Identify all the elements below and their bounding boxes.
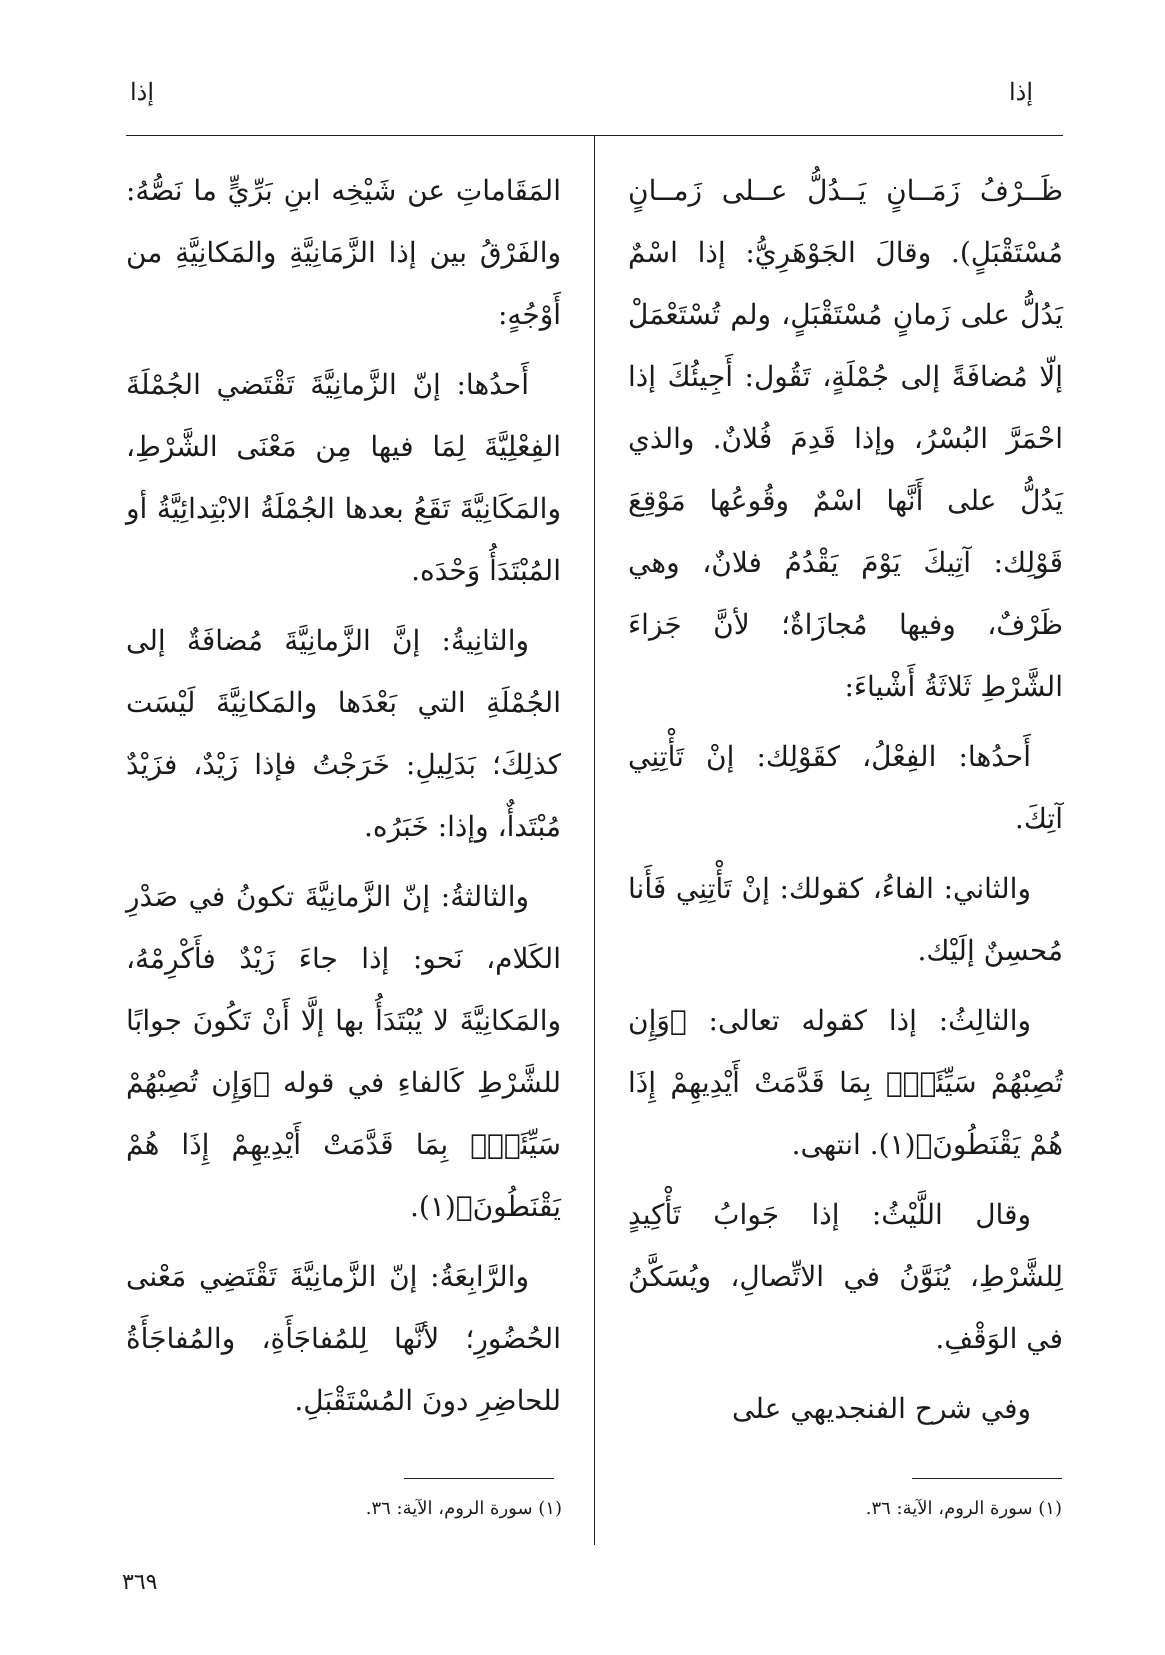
- left-column: [126, 160, 561, 1440]
- column-divider: [594, 135, 595, 1545]
- paragraph: والثانِيةُ: إنَّ الزَّمانِيَّةَ مُضافَةٌ إلى الجُمْلَةِ التي بَعْدَها والمَكانِيَّةَ لَيْسَت كذلِكَ؛ بَدَلِيلِ: خَرَجْتُ فإذا زَيْدٌ، فزَيْدٌ مُبْتَدأٌ، وإذا: خَبَرُه.: [126, 624, 561, 843]
- running-header-right: إذا: [1008, 78, 1033, 106]
- paragraph: وفي شرح الفنجديهي على: [732, 1392, 1031, 1425]
- right-column: [628, 160, 1063, 1448]
- paragraph: والرَّابِعَةُ: إنّ الزَّمانِيَّةَ تَقْتَضِي مَعْنى الحُضُورِ؛ لأنَّها لِلمُفاجَأَةِ، والمُفاجَأَةُ للحاضِرِ دونَ المُسْتَقْبَلِ.: [126, 1260, 561, 1417]
- footnote-right: (١) سورة الروم، الآية: ٣٦.: [865, 1498, 1062, 1519]
- footnote-left: (١) سورة الروم، الآية: ٣٦.: [365, 1498, 562, 1519]
- paragraph: والثالِثُ: إذا كقوله تعالى: ﴿وَإِن تُصِبْهُمْ سَيِّئَةٌۢ بِمَا قَدَّمَتْ أَيْدِيهِمْ إِذَا هُمْ يَقْنَطُونَ﴾(١). انتهى.: [628, 1004, 1063, 1161]
- paragraph: والثاني: الفاءُ، كقولك: إنْ تَأْتِنِي فَأَنا مُحسِنٌ إلَيْك.: [628, 872, 1063, 967]
- running-header-left: إذا: [130, 78, 155, 106]
- paragraph: أَحدُها: الفِعْلُ، كقَوْلِك: إنْ تَأْتِنِي آتِكَ.: [628, 740, 1063, 835]
- footnote-rule-left: [404, 1478, 554, 1479]
- footnote-rule-right: [912, 1478, 1062, 1479]
- paragraph: أَحدُها: إنّ الزَّمانِيَّةَ تَقْتَضي الجُمْلَةَ الفِعْلِيَّةَ لِمَا فيها مِن مَعْنَى الشَّرْطِ، والمَكَانِيَّةَ تَقَعُ بعدها الجُمْلَةُ الابْتِدائِيَّةُ أو المُبْتَدَأُ وَحْدَه.: [126, 368, 561, 587]
- paragraph: وقال اللَّيْثُ: إذا جَوابُ تَأْكِيدٍ لِلشَّرْطِ، يُنَوَّنُ في الاتِّصالِ، ويُسَكَّنُ في الوَقْفِ.: [628, 1198, 1063, 1355]
- paragraph: والثالثةُ: إنّ الزَّمانِيَّةَ تكونُ في صَدْرِ الكَلام، نَحو: إذا جاءَ زَيْدٌ فأَكْرِمْهُ، والمَكانِيَّةَ لا يُبْتَدَأُ بها إلَّا أَنْ تَكُونَ جوابًا للشَّرْطِ كَالفاءِ في قوله ﴿وَإِن تُصِبْهُمْ سَيِّئَةٌۢ بِمَا قَدَّمَتْ أَيْدِيهِمْ إِذَا هُمْ يَقْنَطُونَ﴾(١).: [126, 880, 561, 1223]
- page-number: ٣٦٩: [122, 1570, 158, 1595]
- paragraph: ظَــرْفُ زَمَــانٍ يَــدُلُّ عــلى زَمــانٍ مُسْتَقْبَلٍ). وقالَ الجَوْهَرِيُّ: إذا اسْمٌ يَدُلُّ على زَمانٍ مُسْتَقْبَلٍ، ولم تُسْتَعْمَلْ إلّا مُضافَةً إلى جُمْلَةٍ، تَقُول: أَجِيئُكَ إذا احْمَرَّ البُسْرُ، وإذا قَدِمَ فُلانٌ. والذي يَدُلُّ على أَنَّها اسْمٌ وقُوعُها مَوْقِعَ قَوْلِك: آتِيكَ يَوْمَ يَقْدُمُ فلانٌ، وهي ظَرْفٌ، وفيها مُجازَاةٌ؛ لأنَّ جَزاءَ الشَّرْطِ ثَلاثَةُ أَشْياءَ:: [628, 174, 1063, 703]
- paragraph: المَقَاماتِ عن شَيْخِه ابنِ بَرِّيٍّ ما نَصُّهُ: والفَرْقُ بين إذا الزَّمَانِيَّةِ والمَكانِيَّةِ من أَوْجُهٍ:: [126, 174, 561, 331]
